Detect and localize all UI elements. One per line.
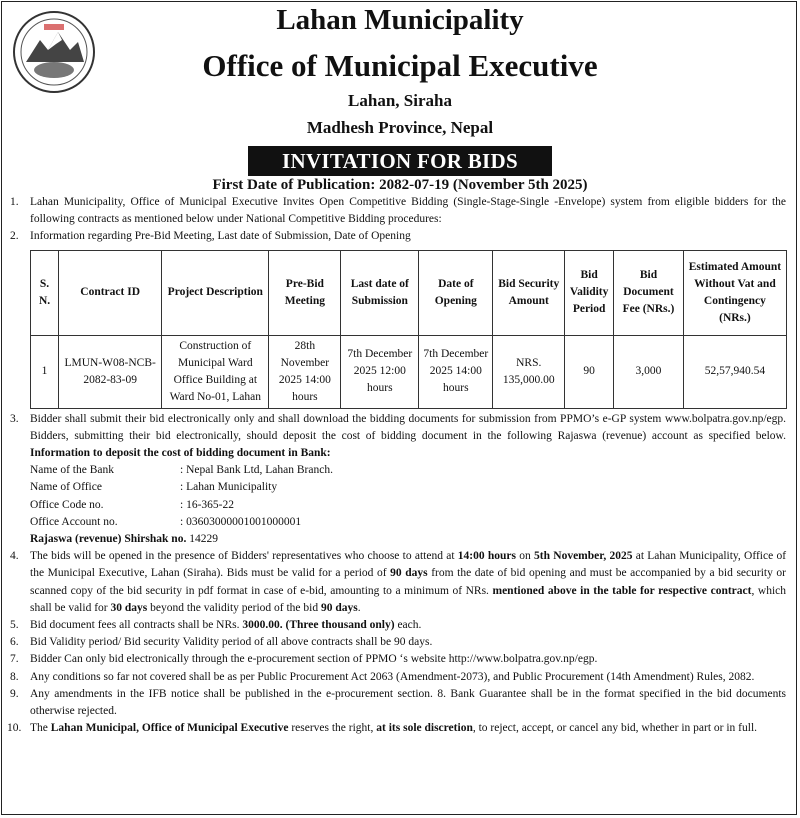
table-row	[31, 335, 787, 408]
bank-value: : Nepal Bank Ltd, Lahan Branch.	[180, 464, 333, 477]
account-label: Office Account no.	[30, 515, 118, 528]
col-header: Project Description	[162, 250, 269, 335]
clause-bold-text: 90 days	[320, 601, 358, 614]
address-line: Lahan, Siraha	[348, 91, 452, 110]
clause-text: on	[519, 550, 531, 563]
office-row	[30, 479, 786, 496]
clause-text: Information regarding Pre-Bid Meeting, Last date of Submission, Date of Opening	[30, 230, 411, 243]
clause-3: 3. Bidder shall submit their bid electronically only and shall download the bidding documents for submission from PPMO’s e-GP system www.bolpatra.gov.np/egp. Bidders, submitting their bid electronically, should deposit the cost of bidding document in the following Rajaswa (revenue) account as specified below. Information to deposit the cost of bidding document in Bank:	[10, 412, 786, 460]
col-header: Estimated Amount Without Vat and Contingency (NRs.)	[683, 250, 786, 335]
shirshak-label: Rajaswa (revenue) Shirshak no.	[30, 533, 187, 546]
clause-bold-text: 3000.00. (Three thousand only)	[242, 619, 395, 632]
shirshak-value: 14229	[189, 533, 218, 546]
clause-7: 7. Bidder Can only bid electronically through the e-procurement section of PPMO ‘s website http://www.bolpatra.gov.np/egp.	[10, 653, 598, 666]
table-cell: 52,57,940.54	[683, 335, 786, 408]
clause-text: beyond the validity period of the bid	[150, 601, 319, 614]
office-code-row	[30, 497, 786, 514]
clause-bold-text: 5th November, 2025	[534, 550, 633, 563]
bank-details	[10, 462, 786, 548]
clause-text: reserves the right,	[291, 722, 374, 735]
office-title: Office of Municipal Executive	[202, 48, 598, 83]
table-cell: 7th December 2025 14:00 hours	[419, 335, 493, 408]
clause-text: Bid document fees all contracts shall be NRs.	[30, 619, 240, 632]
clause-text: Lahan Municipality, Office of Municipal Executive Invites Open Competitive Bidding (Single-Stage-Single -Envelope) system from eligible bidders for the following contracts as mentioned below under National Competitive Bidding procedures:	[30, 196, 786, 226]
clause-2: 2. Information regarding Pre-Bid Meeting, Last date of Submission, Date of Opening	[10, 230, 411, 243]
clause-text: The	[30, 722, 48, 735]
col-header: Bid Validity Period	[565, 250, 614, 335]
table-header-row	[31, 250, 787, 335]
table-cell: LMUN-W08-NCB-2082-83-09	[59, 335, 162, 408]
municipality-title: Lahan Municipality	[276, 4, 524, 36]
clause-1: 1. Lahan Municipality, Office of Municipal Executive Invites Open Competitive Bidding (Single-Stage-Single -Envelope) system from eligible bidders for the following contracts as mentioned below under National Competitive Bidding procedures:	[10, 196, 786, 226]
publication-date: First Date of Publication: 2082-07-19 (November 5th 2025)	[212, 177, 588, 193]
clause-text: , to reject, accept, or cancel any bid, whether in part or in full.	[472, 722, 758, 735]
table-cell: Construction of Municipal Ward Office Building at Ward No-01, Lahan	[162, 335, 269, 408]
notice-body	[7, 194, 787, 737]
clause-text: , which shall be valid for	[30, 584, 787, 614]
clause-5: 5. Bid document fees all contracts shall be NRs. 3000.00. (Three thousand only) each.	[10, 619, 422, 632]
clause-bold-text: 90 days	[390, 567, 428, 580]
clause-8: 8. Any conditions so far not covered shall be as per Public Procurement Act 2063 (Amendment-2073), and Public Procurement (14th Amendment) Rules, 2082.	[10, 670, 755, 683]
bank-label: Name of the Bank	[30, 464, 114, 477]
table-cell: 7th December 2025 12:00 hours	[341, 335, 419, 408]
account-value: : 03603000001001000001	[180, 515, 302, 528]
table-cell: 28th November 2025 14:00 hours	[269, 335, 341, 408]
clause-text: Bidder shall submit their bid electronically only and shall download the bidding documents for submission from PPMO’s e-GP system www.bolpatra.gov.np/egp. Bidders, submitting their bid electronically, should deposit the cost of bidding document in the following Rajaswa (revenue) account as specified below.	[30, 412, 786, 442]
clause-text: Bidder Can only bid electronically through the e-procurement section of PPMO ‘s website http://www.bolpatra.gov.np/egp.	[30, 653, 598, 666]
col-header: S. N.	[31, 250, 59, 335]
clause-6: 6. Bid Validity period/ Bid security Validity period of all above contracts shall be 90 days.	[10, 636, 433, 649]
clause-bold-text: mentioned above in the table for respective contract	[492, 584, 752, 597]
office-code-label: Office Code no.	[30, 498, 104, 511]
table-cell: 90	[565, 335, 614, 408]
col-header: Date of Opening	[419, 250, 493, 335]
clause-text: Any amendments in the IFB notice shall be published in the e-procurement section. 8. Bank Guarantee shall be in the format specified in the bid documents otherwise rejected.	[30, 687, 786, 718]
clause-bold-text: 14:00 hours	[457, 550, 517, 563]
province-line: Madhesh Province, Nepal	[306, 118, 494, 137]
clause-bold-text: Lahan Municipal, Office of Municipal Executive	[50, 722, 289, 735]
col-header: Bid Document Fee (NRs.)	[614, 250, 684, 335]
bank-row	[30, 462, 786, 479]
col-header: Last date of Submission	[341, 250, 419, 335]
clause-bold-text: at its sole discretion	[376, 722, 473, 735]
clause-bold-text: 30 days	[110, 601, 148, 614]
clause-4: 4. The bids will be opened in the presence of Bidders' representatives who choose to attend at 14:00 hours on 5th November, 2025 at Lahan Municipality, Office of the Municipal Executive, Lahan (Siraha). Bids must be valid for a period of 90 days from the date of bid opening and must be accompanied by a bid security or scanned copy of the bid security in pdf format in case of e-bid, amounting to a minimum of NRs. mentioned above in the table for respective contract, which shall be valid for 30 days beyond the validity period of the bid 90 days.	[10, 550, 787, 614]
office-label: Name of Office	[30, 481, 102, 494]
account-row	[30, 514, 786, 531]
clause-text: from the date of bid opening and must be accompanied by a bid security or scanned copy of the bid security in pdf format in case of e-bid, amounting to a minimum of NRs.	[30, 567, 787, 597]
office-value: : Lahan Municipality	[180, 481, 278, 494]
bid-table	[30, 250, 787, 409]
clause-9: 9. Any amendments in the IFB notice shall be published in the e-procurement section. 8. Bank Guarantee shall be in the format specified in the bid documents otherwise rejected.	[10, 687, 786, 718]
table-cell: 1	[31, 335, 59, 408]
col-header: Pre-Bid Meeting	[269, 250, 341, 335]
shirshak-row	[30, 531, 786, 548]
clause-text: at Lahan Municipality, Office of the Municipal Executive, Lahan (Siraha). Bids must be valid for a period of	[30, 550, 787, 580]
clause-10: 10. The Lahan Municipal, Office of Municipal Executive reserves the right, at its sole discretion, to reject, accept, or cancel any bid, whether in part or in full.	[7, 722, 758, 735]
table-cell: NRS. 135,000.00	[493, 335, 565, 408]
table-cell: 3,000	[614, 335, 684, 408]
clause-text: Any conditions so far not covered shall be as per Public Procurement Act 2063 (Amendment-2073), and Public Procurement (14th Amendment) Rules, 2082.	[30, 670, 755, 683]
office-code-value: : 16-365-22	[180, 498, 234, 511]
col-header: Bid Security Amount	[493, 250, 565, 335]
clause-text: The bids will be opened in the presence of Bidders' representatives who choose to attend at	[30, 550, 455, 563]
clause-text: Bid Validity period/ Bid security Validity period of all above contracts shall be 90 days.	[30, 636, 433, 649]
col-header: Contract ID	[59, 250, 162, 335]
invitation-banner: INVITATION FOR BIDS	[248, 146, 552, 176]
clause-bold-text: Information to deposit the cost of bidding document in Bank:	[30, 447, 331, 460]
clause-text: each.	[397, 619, 422, 632]
